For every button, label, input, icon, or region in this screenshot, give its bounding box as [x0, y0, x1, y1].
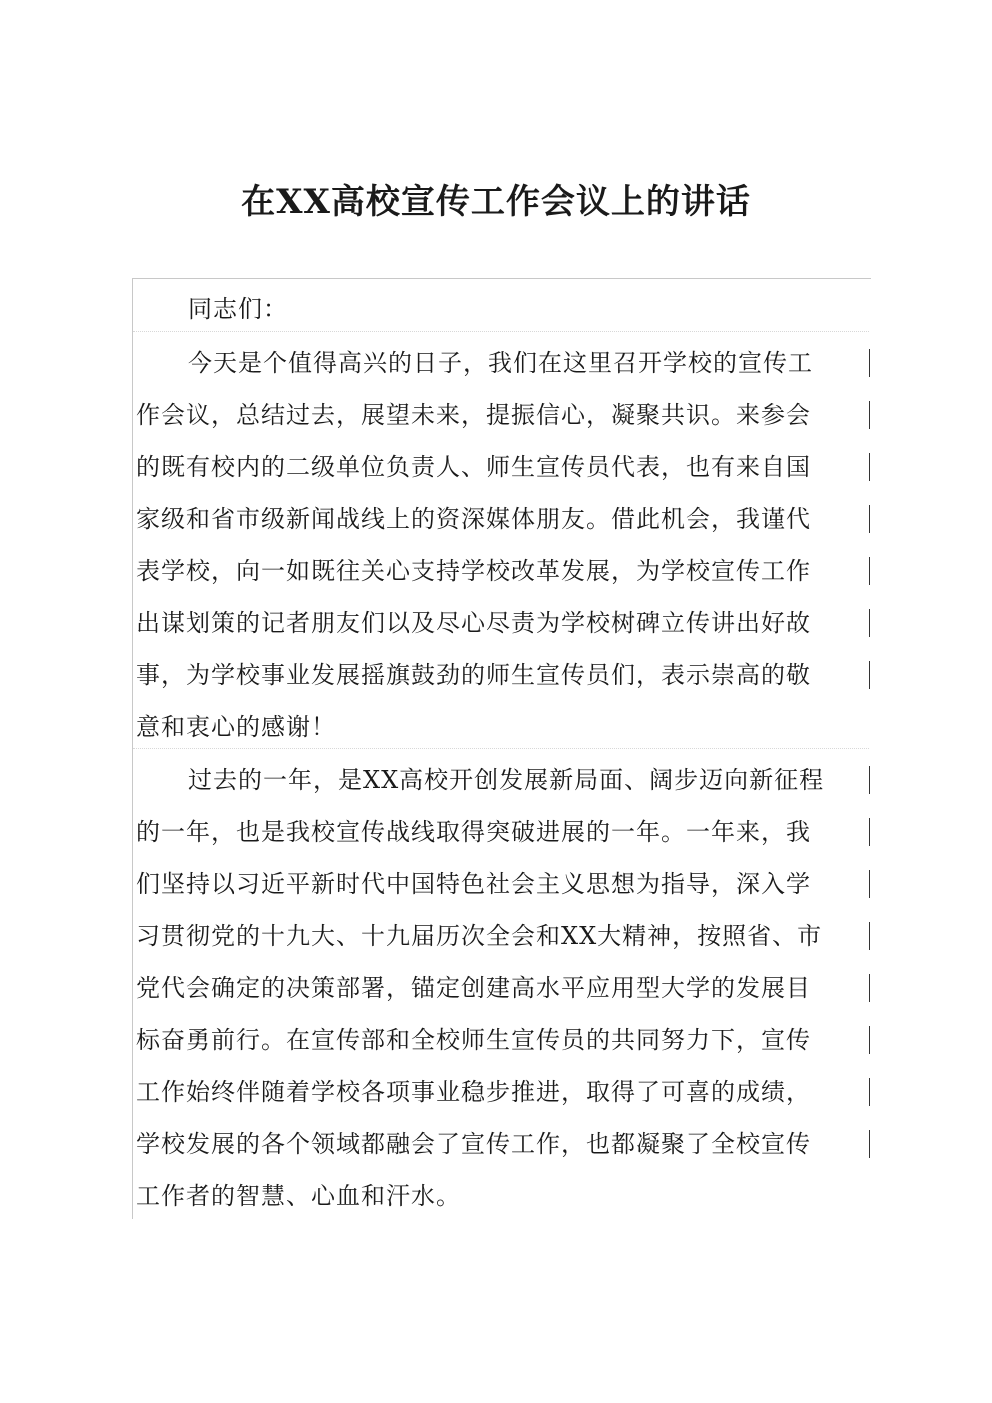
paragraph-2-line: 的一年，也是我校宣传战线取得突破进展的一年。一年来，我 [136, 806, 868, 858]
paragraph-1-line: 作会议，总结过去，展望未来，提振信心，凝聚共识。来参会 [136, 389, 868, 441]
paragraph-1-line: 表学校，向一如既往关心支持学校改革发展，为学校宣传工作 [136, 545, 868, 597]
paragraph-2-line: 习贯彻党的十九大、十九届历次全会和XX大精神，按照省、市 [136, 910, 868, 962]
paragraph-1-line: 今天是个值得高兴的日子，我们在这里召开学校的宣传工 [136, 337, 868, 389]
paragraph-1-line: 出谋划策的记者朋友们以及尽心尽责为学校树碑立传讲出好故 [136, 597, 868, 649]
salutation-text: 同志们： [188, 295, 288, 323]
paragraph-2 [136, 754, 868, 1222]
paragraph-2-line: 工作者的智慧、心血和汗水。 [136, 1182, 461, 1210]
paragraph-2-line: 过去的一年，是XX高校开创发展新局面、阔步迈向新征程 [136, 754, 868, 806]
paragraph-1 [136, 337, 868, 753]
paragraph-1-line: 家级和省市级新闻战线上的资深媒体朋友。借此机会，我谨代 [136, 493, 868, 545]
paragraph-1-line: 意和衷心的感谢！ [136, 713, 336, 741]
paragraph-2-line: 标奋勇前行。在宣传部和全校师生宣传员的共同努力下，宣传 [136, 1014, 868, 1066]
paragraph-2-line: 工作始终伴随着学校各项事业稳步推进，取得了可喜的成绩， [136, 1066, 868, 1118]
paragraph-2-line: 党代会确定的决策部署，锚定创建高水平应用型大学的发展目 [136, 962, 868, 1014]
paragraph-separator [133, 748, 869, 749]
paragraph-separator [133, 331, 869, 332]
paragraph-2-line: 学校发展的各个领域都融会了宣传工作，也都凝聚了全校宣传 [136, 1118, 868, 1170]
paragraph-1-line: 事，为学校事业发展摇旗鼓劲的师生宣传员们，表示崇高的敬 [136, 649, 868, 701]
salutation [136, 283, 868, 335]
document-title: 在XX高校宣传工作会议上的讲话 [241, 182, 751, 222]
paragraph-1-line: 的既有校内的二级单位负责人、师生宣传员代表，也有来自国 [136, 441, 868, 493]
paragraph-2-line: 们坚持以习近平新时代中国特色社会主义思想为指导，深入学 [136, 858, 868, 910]
